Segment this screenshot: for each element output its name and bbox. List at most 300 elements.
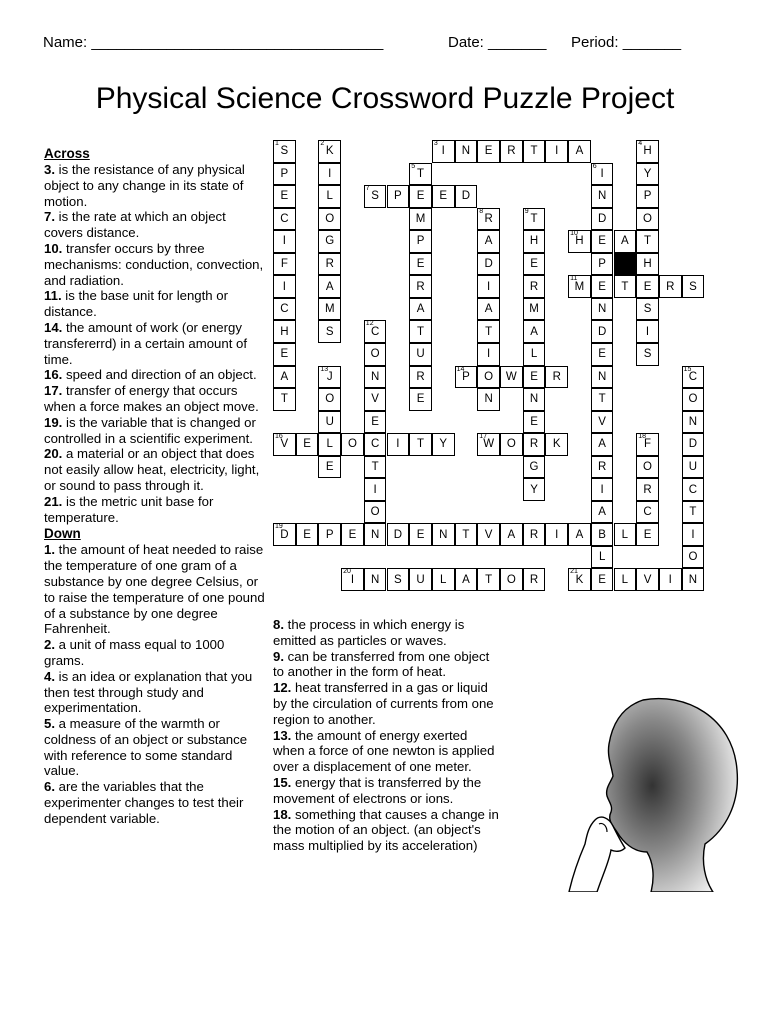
grid-cell[interactable] (318, 433, 341, 456)
grid-cell[interactable] (273, 433, 296, 456)
cell-letter: J (326, 370, 333, 383)
cell-letter: U (688, 460, 698, 473)
cell-letter: V (643, 573, 652, 586)
grid-cell[interactable] (545, 433, 568, 456)
grid-cell[interactable] (636, 343, 659, 366)
grid-cell[interactable] (364, 433, 387, 456)
grid-cell[interactable] (636, 163, 659, 186)
cell-letter: I (645, 325, 650, 338)
grid-cell[interactable] (614, 523, 637, 546)
grid-cell[interactable] (273, 230, 296, 253)
cell-letter: B (598, 528, 606, 541)
clue-number: 18 (638, 433, 646, 441)
clue-17: 17. transfer of energy that occurs when a force makes an object move. (44, 383, 259, 414)
cell-letter: R (666, 280, 675, 293)
cell-letter: P (280, 167, 289, 180)
cell-letter: E (325, 460, 334, 473)
grid-cell[interactable] (455, 140, 478, 163)
cell-letter: E (303, 528, 311, 541)
clue-13: 13. the amount of energy exerted when a force of one newton is applied over a displacement of one meter. (273, 727, 495, 775)
down-clues-right (273, 617, 501, 854)
cell-letter: V (598, 415, 606, 428)
cell-letter: V (484, 528, 493, 541)
grid-cell[interactable] (273, 298, 296, 321)
cell-letter: P (416, 235, 425, 248)
clue-number: 20 (343, 568, 351, 576)
cell-letter: D (280, 528, 289, 541)
clue-4: 4. is an idea or explanation that you then test through study and experimentation. (44, 668, 253, 716)
grid-cell[interactable] (591, 411, 614, 434)
cell-letter: I (373, 483, 377, 496)
grid-cell[interactable] (591, 343, 614, 366)
grid-cell[interactable] (591, 523, 614, 546)
cell-letter: D (597, 212, 607, 225)
cell-letter: H (575, 235, 584, 248)
cell-letter: T (462, 528, 470, 541)
clue-5: 5. a measure of the warmth or coldness of an object or substance with reference to some standard value. (44, 716, 248, 779)
grid-cell[interactable] (432, 140, 455, 163)
clue-8: 8. the process in which energy is emitted as particles or waves. (273, 617, 465, 648)
grid-cell[interactable] (477, 568, 500, 591)
grid-cell[interactable] (318, 140, 341, 163)
cell-letter: R (529, 573, 539, 586)
clue-number: 17 (479, 433, 488, 441)
grid-cell[interactable] (591, 456, 614, 479)
cell-letter: H (643, 145, 652, 158)
cell-letter: C (370, 325, 380, 338)
grid-cell[interactable] (545, 140, 568, 163)
grid-cell[interactable] (318, 366, 341, 389)
grid-cell[interactable] (273, 185, 296, 208)
clue-18: 18. something that causes a change in the motion of an object. (an object's mass multiplied by its acceleration) (273, 806, 499, 854)
grid-cell[interactable] (500, 140, 523, 163)
cell-letter: T (530, 145, 538, 158)
grid-cell[interactable] (409, 298, 432, 321)
grid-cell[interactable] (364, 366, 387, 389)
grid-cell[interactable] (682, 433, 705, 456)
cell-letter: L (440, 573, 447, 586)
grid-cell[interactable] (523, 343, 546, 366)
grid-cell[interactable] (409, 523, 432, 546)
grid-cell[interactable] (591, 568, 614, 591)
cell-letter: E (439, 190, 448, 203)
grid-cell[interactable] (409, 433, 432, 456)
grid-cell[interactable] (387, 433, 410, 456)
grid-cell[interactable] (341, 433, 364, 456)
grid-cell[interactable] (636, 275, 659, 298)
grid-cell[interactable] (432, 523, 455, 546)
cell-letter: I (600, 167, 604, 180)
grid-cell[interactable] (273, 388, 296, 411)
cell-letter: I (691, 528, 695, 541)
cell-letter: A (575, 145, 584, 158)
grid-cell[interactable] (682, 366, 705, 389)
grid-cell[interactable] (523, 433, 546, 456)
cell-letter: I (396, 438, 400, 451)
grid-cell[interactable] (318, 185, 341, 208)
grid-cell[interactable] (500, 366, 523, 389)
grid-cell[interactable] (523, 298, 546, 321)
clue-7: 7. is the rate at which an object covers distance. (44, 209, 226, 241)
grid-cell[interactable] (409, 208, 432, 231)
grid-cell[interactable] (523, 568, 546, 591)
grid-cell[interactable] (364, 478, 387, 501)
grid-cell[interactable] (409, 568, 432, 591)
grid-cell[interactable] (591, 433, 614, 456)
grid-cell[interactable] (477, 208, 500, 231)
grid-cell[interactable] (477, 298, 500, 321)
cell-letter: Y (439, 438, 448, 451)
cell-letter: O (643, 212, 652, 225)
grid-cell[interactable] (273, 343, 296, 366)
grid-cell[interactable] (477, 140, 500, 163)
grid-cell[interactable] (523, 275, 546, 298)
cell-letter: I (282, 280, 286, 293)
cell-letter: A (416, 303, 425, 316)
clue-15: 15. energy that is transferred by the movement of electrons or ions. (273, 774, 482, 806)
grid-cell[interactable] (477, 388, 500, 411)
grid-cell[interactable] (341, 523, 364, 546)
cell-letter: O (506, 438, 516, 451)
grid-cell[interactable] (682, 456, 705, 479)
cell-letter: Y (643, 167, 652, 180)
clue-number: 12 (365, 320, 374, 328)
cell-letter: O (688, 551, 698, 564)
grid-cell[interactable] (318, 163, 341, 186)
grid-cell[interactable] (273, 208, 296, 231)
cell-letter: E (643, 528, 652, 541)
grid-cell[interactable] (591, 478, 614, 501)
grid-cell[interactable] (682, 523, 705, 546)
cell-letter: A (280, 370, 289, 383)
grid-cell[interactable] (318, 411, 341, 434)
cell-letter: E (530, 415, 538, 428)
grid-cell[interactable] (682, 478, 705, 501)
grid-cell[interactable] (636, 523, 659, 546)
date-field[interactable]: Date: _______ (448, 34, 547, 51)
grid-cell[interactable] (273, 366, 296, 389)
grid-cell[interactable] (409, 163, 432, 186)
cell-letter: C (370, 438, 380, 451)
cell-letter: C (280, 303, 289, 316)
cell-letter: E (598, 280, 606, 293)
clue-number: 13 (320, 365, 329, 373)
cell-letter: W (483, 438, 495, 451)
cell-letter: R (529, 528, 539, 541)
grid-cell[interactable] (409, 185, 432, 208)
cell-letter: A (507, 528, 516, 541)
grid-cell[interactable] (409, 320, 432, 343)
grid-cell[interactable] (364, 456, 387, 479)
cell-letter: P (462, 370, 470, 383)
grid-cell[interactable] (318, 456, 341, 479)
cell-letter: A (484, 303, 493, 316)
grid-cell[interactable] (409, 388, 432, 411)
grid-cell[interactable] (477, 230, 500, 253)
clue-number: 1 (275, 140, 279, 147)
grid-cell[interactable] (636, 320, 659, 343)
grid-cell[interactable] (364, 185, 387, 208)
grid-cell[interactable] (523, 230, 546, 253)
grid-cell[interactable] (636, 568, 659, 591)
grid-cell[interactable] (455, 366, 478, 389)
clue-number: 8 (479, 207, 484, 215)
grid-cell[interactable] (318, 208, 341, 231)
cell-letter: F (644, 438, 652, 451)
grid-cell[interactable] (591, 388, 614, 411)
grid-cell[interactable] (455, 568, 478, 591)
clue-number: 5 (411, 162, 416, 170)
cell-letter: L (530, 348, 538, 361)
cell-letter: R (529, 280, 539, 293)
grid-cell[interactable] (636, 230, 659, 253)
grid-cell[interactable] (568, 568, 591, 591)
grid-cell[interactable] (500, 523, 523, 546)
clue-number: 9 (524, 207, 529, 215)
cell-letter: A (325, 280, 334, 293)
cell-letter: C (688, 483, 698, 496)
clue-number: 6 (592, 162, 597, 170)
clue-14: 14. the amount of work (or energy transfererrd) in a certain amount of time. (44, 319, 248, 367)
cell-letter: R (507, 145, 516, 158)
grid-cell[interactable] (591, 253, 614, 276)
cell-letter: O (325, 393, 335, 406)
grid-cell[interactable] (477, 523, 500, 546)
grid-cell[interactable] (273, 140, 296, 163)
grid-cell[interactable] (591, 275, 614, 298)
cell-letter: V (371, 393, 379, 406)
cell-letter: H (280, 325, 289, 338)
grid-cell[interactable] (659, 275, 682, 298)
grid-cell[interactable] (409, 343, 432, 366)
grid-cell[interactable] (455, 185, 478, 208)
cell-letter: V (280, 438, 289, 451)
cell-letter: A (462, 573, 470, 586)
cell-letter: I (350, 573, 355, 586)
grid-cell[interactable] (591, 185, 614, 208)
clue-number: 21 (570, 568, 578, 576)
grid-cell[interactable] (364, 411, 387, 434)
grid-cell[interactable] (477, 320, 500, 343)
grid-cell[interactable] (296, 433, 319, 456)
grid-cell[interactable] (477, 343, 500, 366)
cell-letter: L (621, 528, 629, 541)
cell-letter: M (574, 280, 585, 293)
grid-cell[interactable] (636, 185, 659, 208)
period-field[interactable]: Period: _______ (571, 34, 682, 51)
grid-cell[interactable] (523, 478, 546, 501)
grid-cell[interactable] (500, 568, 523, 591)
grid-cell[interactable] (523, 140, 546, 163)
cell-letter: A (530, 325, 538, 338)
grid-cell[interactable] (273, 275, 296, 298)
grid-cell[interactable] (523, 208, 546, 231)
cell-letter: K (552, 438, 561, 451)
cell-letter: I (282, 235, 286, 248)
grid-cell[interactable] (364, 501, 387, 524)
grid-cell[interactable] (477, 275, 500, 298)
grid-cell[interactable] (523, 253, 546, 276)
cell-letter: C (688, 370, 698, 383)
grid-cell[interactable] (682, 568, 705, 591)
grid-cell[interactable] (636, 298, 659, 321)
grid-cell[interactable] (682, 546, 705, 569)
grid-cell[interactable] (364, 388, 387, 411)
grid-cell[interactable] (568, 523, 591, 546)
cell-letter: E (416, 190, 425, 203)
grid-cell[interactable] (455, 523, 478, 546)
clue-number: 19 (275, 523, 283, 531)
cell-letter: R (643, 483, 652, 496)
grid-cell[interactable] (682, 411, 705, 434)
cell-letter: U (325, 415, 334, 428)
cell-letter: D (484, 258, 493, 271)
grid-cell[interactable] (364, 523, 387, 546)
grid-cell[interactable] (318, 275, 341, 298)
grid-cell[interactable] (364, 343, 387, 366)
cell-letter: M (415, 212, 426, 225)
cell-letter: O (370, 506, 380, 519)
grid-cell[interactable] (432, 433, 455, 456)
grid-cell[interactable] (523, 320, 546, 343)
grid-cell[interactable] (387, 185, 410, 208)
name-field[interactable]: Name: ___________________________________ (43, 34, 384, 51)
grid-cell[interactable] (318, 388, 341, 411)
cell-letter: O (506, 573, 516, 586)
grid-cell[interactable] (636, 456, 659, 479)
grid-cell[interactable] (364, 568, 387, 591)
grid-cell[interactable] (273, 163, 296, 186)
grid-cell[interactable] (432, 568, 455, 591)
grid-cell[interactable] (477, 433, 500, 456)
grid-cell[interactable] (591, 230, 614, 253)
cell-letter: O (370, 348, 380, 361)
grid-cell[interactable] (568, 230, 591, 253)
grid-cell[interactable] (387, 568, 410, 591)
grid-cell[interactable] (659, 568, 682, 591)
grid-cell[interactable] (591, 298, 614, 321)
grid-cell[interactable] (318, 230, 341, 253)
grid-cell[interactable] (682, 275, 705, 298)
cell-letter: T (280, 393, 288, 406)
grid-cell[interactable] (614, 230, 637, 253)
clue-number: 15 (683, 365, 692, 373)
down-heading: Down (44, 526, 81, 542)
grid-cell[interactable] (591, 163, 614, 186)
grid-cell[interactable] (636, 501, 659, 524)
grid-cell[interactable] (387, 523, 410, 546)
cell-letter: I (600, 483, 604, 496)
grid-cell[interactable] (568, 275, 591, 298)
grid-cell[interactable] (523, 388, 546, 411)
cell-letter: E (303, 438, 311, 451)
cell-letter: R (416, 280, 425, 293)
grid-cell[interactable] (318, 320, 341, 343)
grid-cell[interactable] (591, 320, 614, 343)
cell-letter: A (598, 506, 606, 519)
grid-cell[interactable] (364, 320, 387, 343)
cell-letter: D (597, 325, 607, 338)
grid-cell[interactable] (523, 366, 546, 389)
grid-cell[interactable] (568, 140, 591, 163)
grid-cell[interactable] (523, 523, 546, 546)
grid-cell[interactable] (636, 478, 659, 501)
cell-letter: E (598, 573, 606, 586)
cell-letter: T (417, 438, 425, 451)
cell-letter: R (484, 212, 493, 225)
grid-cell[interactable] (545, 366, 568, 389)
grid-cell[interactable] (409, 275, 432, 298)
grid-cell[interactable] (296, 523, 319, 546)
cell-letter: T (644, 235, 652, 248)
across-clues (44, 145, 266, 827)
grid-cell[interactable] (682, 388, 705, 411)
grid-cell[interactable] (318, 298, 341, 321)
cell-letter: L (621, 573, 629, 586)
clue-3: 3. is the resistance of any physical object to any change in its state of motion. (44, 162, 245, 209)
cell-letter: A (621, 235, 629, 248)
grid-cell[interactable] (614, 275, 637, 298)
cell-letter: R (552, 370, 561, 383)
grid-cell[interactable] (545, 523, 568, 546)
cell-letter: T (485, 573, 493, 586)
grid-cell[interactable] (477, 253, 500, 276)
grid-cell[interactable] (523, 456, 546, 479)
cell-letter: T (689, 506, 697, 519)
grid-cell[interactable] (273, 253, 296, 276)
cell-letter: S (325, 325, 334, 338)
grid-cell[interactable] (591, 546, 614, 569)
cell-letter: I (487, 280, 491, 293)
grid-cell[interactable] (636, 253, 659, 276)
grid-cell[interactable] (636, 433, 659, 456)
grid-cell[interactable] (477, 366, 500, 389)
grid-cell[interactable] (614, 568, 637, 591)
cell-letter: S (280, 145, 289, 158)
grid-cell[interactable] (318, 523, 341, 546)
grid-cell[interactable] (636, 140, 659, 163)
grid-cell[interactable] (636, 208, 659, 231)
grid-cell[interactable] (318, 253, 341, 276)
grid-cell[interactable] (500, 433, 523, 456)
cell-letter: N (688, 573, 698, 586)
grid-cell[interactable] (409, 253, 432, 276)
cell-letter: N (370, 573, 380, 586)
cell-letter: T (530, 212, 538, 225)
grid-cell[interactable] (682, 501, 705, 524)
cell-letter: G (529, 460, 539, 473)
grid-cell[interactable] (591, 501, 614, 524)
grid-cell[interactable] (409, 230, 432, 253)
cell-letter: H (529, 235, 539, 248)
grid-cell[interactable] (273, 320, 296, 343)
cell-letter: R (416, 370, 425, 383)
cell-letter: S (371, 190, 379, 203)
grid-cell[interactable] (591, 208, 614, 231)
cell-letter: K (325, 145, 334, 158)
grid-cell[interactable] (432, 185, 455, 208)
cell-letter: O (643, 460, 652, 473)
grid-cell[interactable] (273, 523, 296, 546)
cell-letter: D (688, 438, 698, 451)
grid-cell[interactable] (341, 568, 364, 591)
cell-letter: N (484, 393, 493, 406)
grid-cell[interactable] (409, 366, 432, 389)
grid-cell[interactable] (591, 366, 614, 389)
cell-letter: P (394, 190, 402, 203)
cell-letter: M (529, 303, 539, 316)
grid-cell[interactable] (523, 411, 546, 434)
